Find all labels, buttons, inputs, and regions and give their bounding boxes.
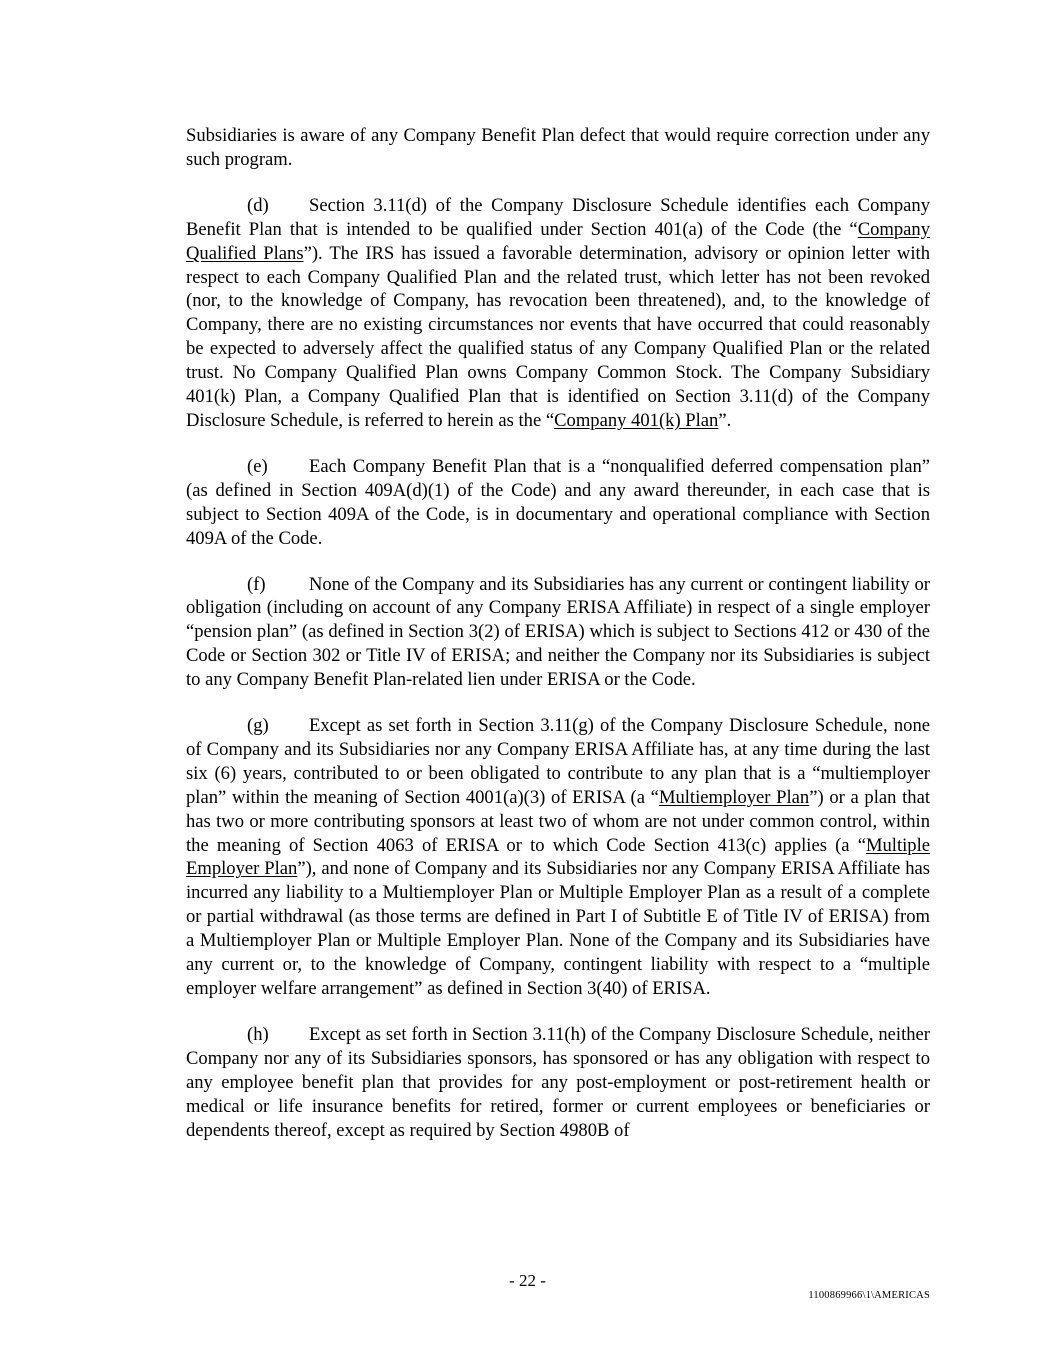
paragraph-f-text: None of the Company and its Subsidiaries has any current or contingent liability or obligation (including on account of any Company ERISA Affiliate) in respect of a single employer “pension plan” (as defined in Section 3(2) of ERISA) which is subject to Sections 412 or 430 of the Code or Section 302 or Title IV of ERISA; and neither the Company nor its Subsidiaries is subject to any Company Benefit Plan-related lien under ERISA or the Code. [186, 573, 930, 691]
paragraph-h-text: Except as set forth in Section 3.11(h) of the Company Disclosure Schedule, neither Company nor any of its Subsidiaries sponsors, has sponsored or has any obligation with respect to any employee benefit plan that provides for any post-employment or post-retirement health or medical or life insurance benefits for retired, former or current employees or beneficiaries or dependents thereof, except as required by Section 4980B of [186, 1023, 930, 1141]
paragraph-h [186, 1023, 930, 1143]
paragraph-g-text-2: ”) or a plan that has two or more contributing sponsors at least two of whom are not under common control, within the meaning of Section 4063 of ERISA or to which Code Section 413(c) applies (a “ [186, 786, 931, 856]
paragraph-d-text-2: ”). The IRS has issued a favorable determination, advisory or opinion letter with respect to each Company Qualified Plan and the related trust, which letter has not been revoked (nor, to the knowledge of Company, has revocation been threatened), and, to the knowledge of Company, there are no existing circumstances nor events that have occurred that could reasonably be expected to adversely affect the qualified status of any Company Qualified Plan or the related trust. No Company Qualified Plan owns Company Common Stock. The Company Subsidiary 401(k) Plan, a Company Qualified Plan that is identified on Section 3.11(d) of the Company Disclosure Schedule, is referred to herein as the “ [186, 242, 930, 431]
document-body [186, 124, 930, 1164]
paragraph-g-text-3: ”), and none of Company and its Subsidiaries nor any Company ERISA Affiliate has incurred any liability to a Multiemployer Plan or Multiple Employer Plan as a result of a complete or partial withdrawal (as those terms are defined in Part I of Subtitle E of Title IV of ERISA) from a Multiemployer Plan or Multiple Employer Plan. None of the Company and its Subsidiaries have any current or, to the knowledge of Company, contingent liability with respect to a “multiple employer welfare arrangement” as defined in Section 3(40) of ERISA. [186, 858, 931, 999]
document-id: 1100869966\1\AMERICAS [808, 1290, 930, 1301]
paragraph-f [186, 573, 930, 693]
paragraph-e-label: (e) [247, 455, 268, 477]
paragraph-d-label: (d) [247, 194, 269, 216]
paragraph-g-text-1: Except as set forth in Section 3.11(g) of the Company Disclosure Schedule, none of Company and its Subsidiaries nor any Company ERISA Affiliate has, at any time during the last six (6) years, contributed to or been obligated to contribute to any plan that is a “multiemployer plan” within the meaning of Section 4001(a)(3) of ERISA (a “ [186, 715, 930, 808]
paragraph-g-label: (g) [247, 715, 269, 737]
defined-term-company-qualified-plans: Company Qualified Plans [186, 218, 930, 264]
paragraph-h-label: (h) [247, 1023, 269, 1045]
defined-term-multiple-employer-plan: Multiple Employer Plan [186, 834, 930, 880]
page-number: - 22 - [509, 1271, 546, 1290]
paragraph-d [186, 194, 930, 433]
paragraph-e-text: Each Company Benefit Plan that is a “nonqualified deferred compensation plan” (as defined in Section 409A(d)(1) of the Code) and any award thereunder, in each case that is subject to Section 409A of the Code, is in documentary and operational compliance with Section 409A of the Code. [186, 455, 930, 549]
paragraph-d-text-3: ”. [718, 409, 732, 431]
defined-term-multiemployer-plan: Multiemployer Plan [658, 786, 810, 808]
paragraph-f-label: (f) [247, 573, 266, 595]
paragraph-g [186, 714, 930, 1001]
paragraph-d-text-1: Section 3.11(d) of the Company Disclosure Schedule identifies each Company Benefit Plan that is intended to be qualified under Section 401(a) of the Code (the “ [186, 194, 930, 240]
paragraph-e [186, 455, 930, 551]
defined-term-company-401k-plan: Company 401(k) Plan [554, 409, 719, 431]
paragraph-c-continuation: Subsidiaries is aware of any Company Benefit Plan defect that would require correction under any such program. [186, 125, 930, 170]
